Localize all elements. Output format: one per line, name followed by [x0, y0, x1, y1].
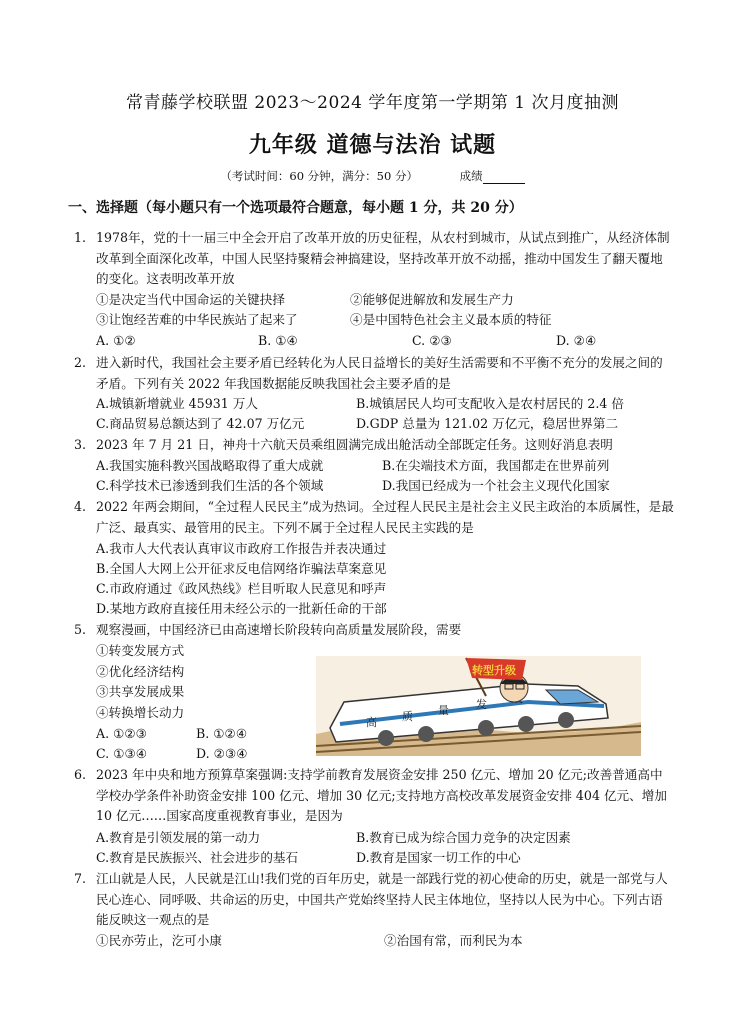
- question-number: 5.: [74, 622, 87, 637]
- question-6: [74, 765, 674, 827]
- train-wheel: [518, 716, 534, 732]
- question-text: 2023 年 7 月 21 日，神舟十六航天员乘组圆满完成出舱活动全部既定任务。这则好消息表明: [96, 437, 613, 452]
- question-number: 6.: [74, 767, 87, 782]
- option-a: A.城镇新增就业 45931 万人: [96, 396, 258, 411]
- statement: ①转变发展方式: [96, 643, 185, 658]
- question-2: [74, 353, 674, 394]
- option-d: D.我国已经成为一个社会主义现代化国家: [382, 478, 610, 493]
- question-number: 3.: [74, 437, 87, 452]
- option-a: A.教育是引领发展的第一动力: [96, 830, 261, 845]
- question-text: 1978年，党的十一届三中全会开启了改革开放的历史征程，从农村到城市，从试点到推广，从经济体制改革到全面深化改革，中国人民坚持聚精会神搞建设，坚持改革开放不动摇，推动中国发生了翻天覆地的变化。这表明改革开放: [96, 230, 670, 286]
- option-b: B.全国人大网上公开征求反电信网络诈骗法草案意见: [96, 561, 387, 576]
- exam-header-line: 常青藤学校联盟 2023～2024 学年度第一学期第 1 次月度抽测: [126, 93, 619, 113]
- question-text: 2023 年中央和地方预算草案强调:支持学前教育发展资金安排 250 亿元、增加 20 亿元;改善普通高中学校办学条件补助资金安排 100 亿元、增加 30 亿元;支持地方高校改革发展资金安排 404 亿元、增加 10 亿元……国家高度重视教育事业，是因为: [96, 767, 667, 823]
- option-c: C. ②③: [412, 333, 452, 348]
- option-b: B. ①④: [258, 333, 298, 348]
- option-c: C.科学技术已渗透到我们生活的各个领域: [96, 478, 324, 493]
- option-d: D.某地方政府直接任用未经公示的一批新任命的干部: [96, 601, 387, 616]
- train-char: 发: [476, 698, 487, 711]
- statement: ③让饱经苦难的中华民族站了起来了: [96, 312, 298, 327]
- question-4: [74, 497, 674, 538]
- section-heading: 一、选择题（每小题只有一个选项最符合题意，每小题 1 分，共 20 分）: [68, 200, 523, 216]
- exam-title: 九年级 道德与法治 试题: [248, 132, 497, 158]
- score-blank: [483, 171, 525, 184]
- question-text: 2022 年两会期间，“全过程人民民主”成为热词。全过程人民民主是社会主义民主政治的本质属性，是最广泛、最真实、最管用的民主。下列不属于全过程人民民主实践的是: [96, 499, 674, 535]
- train-wheel: [558, 712, 574, 728]
- question-5: [74, 620, 674, 641]
- train-char: 量: [438, 704, 449, 717]
- score-label: 成绩: [459, 169, 483, 183]
- question-number: 2.: [74, 355, 87, 370]
- statement: ①民亦劳止，汔可小康: [96, 933, 222, 948]
- option-d: D.GDP 总量为 121.02 万亿元，稳居世界第二: [356, 416, 619, 431]
- option-a: A.我国实施科教兴国战略取得了重大成就: [96, 458, 324, 473]
- exam-time-info: （考试时间：60 分钟，满分：50 分）: [220, 169, 418, 183]
- option-d: D. ②④: [556, 333, 597, 348]
- statement: ②治国有常，而利民为本: [384, 933, 523, 948]
- option-b: B.教育已成为综合国力竞争的决定因素: [356, 830, 571, 845]
- train-char: 高: [366, 716, 377, 729]
- option-a: A.我市人大代表认真审议市政府工作报告并表决通过: [96, 541, 387, 556]
- statement: ①是决定当代中国命运的关键抉择: [96, 292, 285, 307]
- exam-info: [0, 168, 745, 184]
- train-wheel: [378, 730, 394, 746]
- option-c: C.教育是民族振兴、社会进步的基石: [96, 850, 299, 865]
- question-text: 江山就是人民，人民就是江山!我们党的百年历史，就是一部践行党的初心使命的历史，就是一部党与人民心连心、同呼吸、共命运的历史，中国共产党始终坚持人民主体地位，坚持以人民为中心。下列古语能反映这一观点的是: [96, 871, 668, 927]
- question-3: [74, 435, 674, 456]
- statement: ②能够促进解放和发展生产力: [350, 292, 514, 307]
- question-1: [74, 228, 674, 290]
- question-number: 1.: [74, 230, 87, 245]
- train-char: 质: [402, 710, 413, 723]
- question-7: [74, 869, 674, 931]
- statement: ③共享发展成果: [96, 684, 185, 699]
- option-c: C. ①③④: [96, 746, 148, 761]
- train-wheel: [418, 726, 434, 742]
- option-d: D. ②③④: [196, 746, 248, 761]
- statement: ④转换增长动力: [96, 705, 185, 720]
- train-wheel: [478, 720, 494, 736]
- question-text: 进入新时代，我国社会主要矛盾已经转化为人民日益增长的美好生活需要和不平衡不充分的发展之间的矛盾。下列有关 2022 年我国数据能反映我国社会主要矛盾的是: [96, 355, 663, 391]
- option-b: B.城镇居民人均可支配收入是农村居民的 2.4 倍: [356, 396, 624, 411]
- option-d: D.教育是国家一切工作的中心: [356, 850, 521, 865]
- cartoon-illustration: [316, 656, 641, 756]
- option-c: C.市政府通过《政风热线》栏目听取人民意见和呼声: [96, 581, 387, 596]
- option-b: B. ①②④: [196, 726, 248, 741]
- question-number: 4.: [74, 499, 87, 514]
- option-a: A. ①②③: [96, 726, 147, 741]
- flag-banner-text: 转型升级: [472, 664, 516, 677]
- question-text: 观察漫画，中国经济已由高速增长阶段转向高质量发展阶段，需要: [96, 622, 462, 637]
- statement: ②优化经济结构: [96, 664, 185, 679]
- question-number: 7.: [74, 871, 87, 886]
- option-c: C.商品贸易总额达到了 42.07 万亿元: [96, 416, 305, 431]
- option-a: A. ①②: [96, 333, 136, 348]
- statement: ④是中国特色社会主义最本质的特征: [350, 312, 552, 327]
- option-b: B.在尖端技术方面，我国都走在世界前列: [382, 458, 610, 473]
